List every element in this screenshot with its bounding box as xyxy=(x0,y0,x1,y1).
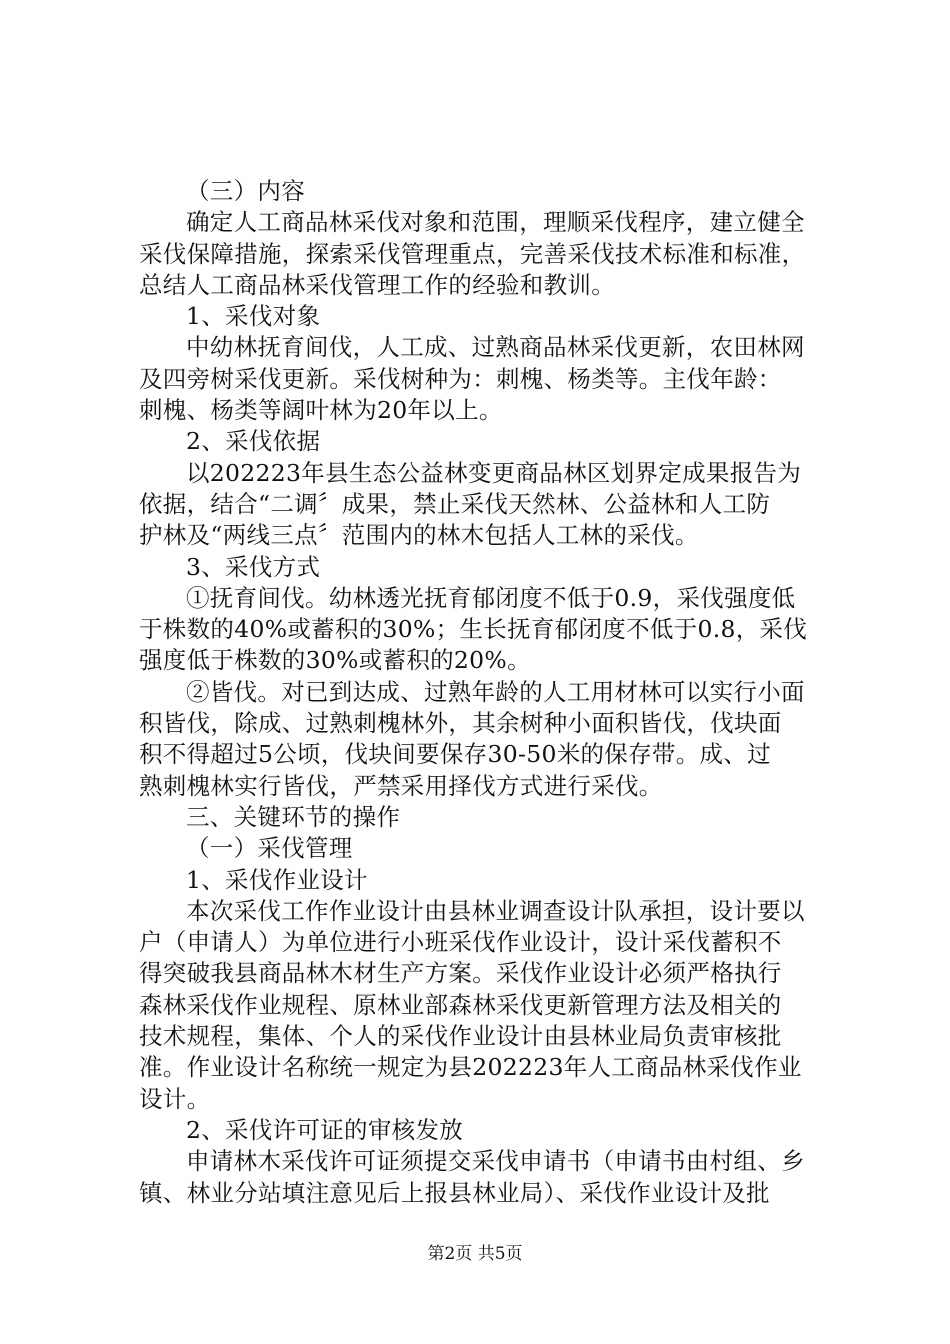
text-line: 1、采伐对象 xyxy=(186,302,321,331)
paragraph xyxy=(139,677,839,802)
text-line: 设计。 xyxy=(139,1084,211,1113)
subsection-heading xyxy=(139,1115,839,1146)
text-line: 得突破我县商品林木材生产方案。采伐作业设计必须严格执行 xyxy=(139,959,782,988)
text-line: 以202223年县生态公益林变更商品林区划界定成果报告为 xyxy=(186,458,802,487)
text-line: 准。作业设计名称统一规定为县202223年人工商品林采伐作业 xyxy=(139,1053,802,1082)
paragraph xyxy=(139,458,839,552)
text-line: 2、采伐许可证的审核发放 xyxy=(186,1115,464,1144)
text-line: 中幼林抚育间伐，人工成、过熟商品林采伐更新，农田林网 xyxy=(186,333,805,362)
paragraph xyxy=(139,1146,839,1209)
text-line: 强度低于株数的30%或蓄积的20%。 xyxy=(139,646,531,675)
text-line: 3、采伐方式 xyxy=(186,552,321,581)
subsection-heading xyxy=(139,426,839,457)
text-line: 及四旁树采伐更新。采伐树种为：刺槐、杨类等。主伐年龄： xyxy=(139,364,782,393)
page-footer xyxy=(0,1243,950,1265)
section-heading xyxy=(139,833,839,864)
text-line: 积不得超过5公顷，伐块间要保存30-50米的保存带。成、过 xyxy=(139,740,771,769)
document-body xyxy=(139,176,839,1209)
paragraph xyxy=(139,332,839,426)
text-line: 积皆伐，除成、过熟刺槐林外，其余树种小面积皆伐，伐块面 xyxy=(139,709,782,738)
text-line: 三、关键环节的操作 xyxy=(186,802,401,831)
text-line: 于株数的40%或蓄积的30%；生长抚育郁闭度不低于0.8，采伐 xyxy=(139,615,808,644)
text-line: 森林采伐作业规程、原林业部森林采伐更新管理方法及相关的 xyxy=(139,990,782,1019)
subsection-heading xyxy=(139,301,839,332)
text-line: 熟刺槐林实行皆伐，严禁采用择伐方式进行采伐。 xyxy=(139,771,663,800)
paragraph xyxy=(139,207,839,301)
section-heading xyxy=(139,176,839,207)
text-line: 护林及“两线三点〞范围内的林木包括人工林的采伐。 xyxy=(139,521,699,550)
paragraph xyxy=(139,896,839,1115)
section-heading xyxy=(139,802,839,833)
text-line: （三）内容 xyxy=(186,177,305,205)
subsection-heading xyxy=(139,552,839,583)
text-line: 申请林木采伐许可证须提交采伐申请书（申请书由村组、乡 xyxy=(186,1147,805,1176)
text-line: ②皆伐。对已到达成、过熟年龄的人工用材林可以实行小面 xyxy=(186,677,805,706)
text-line: 镇、林业分站填注意见后上报县林业局）、采伐作业设计及批 xyxy=(139,1178,770,1207)
text-line: 1、采伐作业设计 xyxy=(186,865,368,894)
text-line: 总结人工商品林采伐管理工作的经验和教训。 xyxy=(139,270,615,299)
text-line: 2、采伐依据 xyxy=(186,427,321,456)
text-line: （一）采伐管理 xyxy=(186,834,353,863)
text-line: 本次采伐工作作业设计由县林业调查设计队承担，设计要以 xyxy=(186,896,805,925)
subsection-heading xyxy=(139,865,839,896)
text-line: 确定人工商品林采伐对象和范围，理顺采伐程序，建立健全 xyxy=(186,208,805,237)
text-line: ①抚育间伐。幼林透光抚育郁闭度不低于0.9，采伐强度低 xyxy=(186,583,796,612)
text-line: 技术规程，集体、个人的采伐作业设计由县林业局负责审核批 xyxy=(139,1022,782,1051)
text-line: 采伐保障措施，探索采伐管理重点，完善采伐技术标准和标准， xyxy=(139,239,806,268)
text-line: 依据，结合“二调〞成果，禁止采伐天然林、公益林和人工防 xyxy=(139,489,771,518)
text-line: 户（申请人）为单位进行小班采伐作业设计，设计采伐蓄积不 xyxy=(139,928,782,957)
page-number: 第2页 共5页 xyxy=(427,1244,523,1264)
paragraph xyxy=(139,583,839,677)
text-line: 刺槐、杨类等阔叶林为20年以上。 xyxy=(139,396,503,425)
